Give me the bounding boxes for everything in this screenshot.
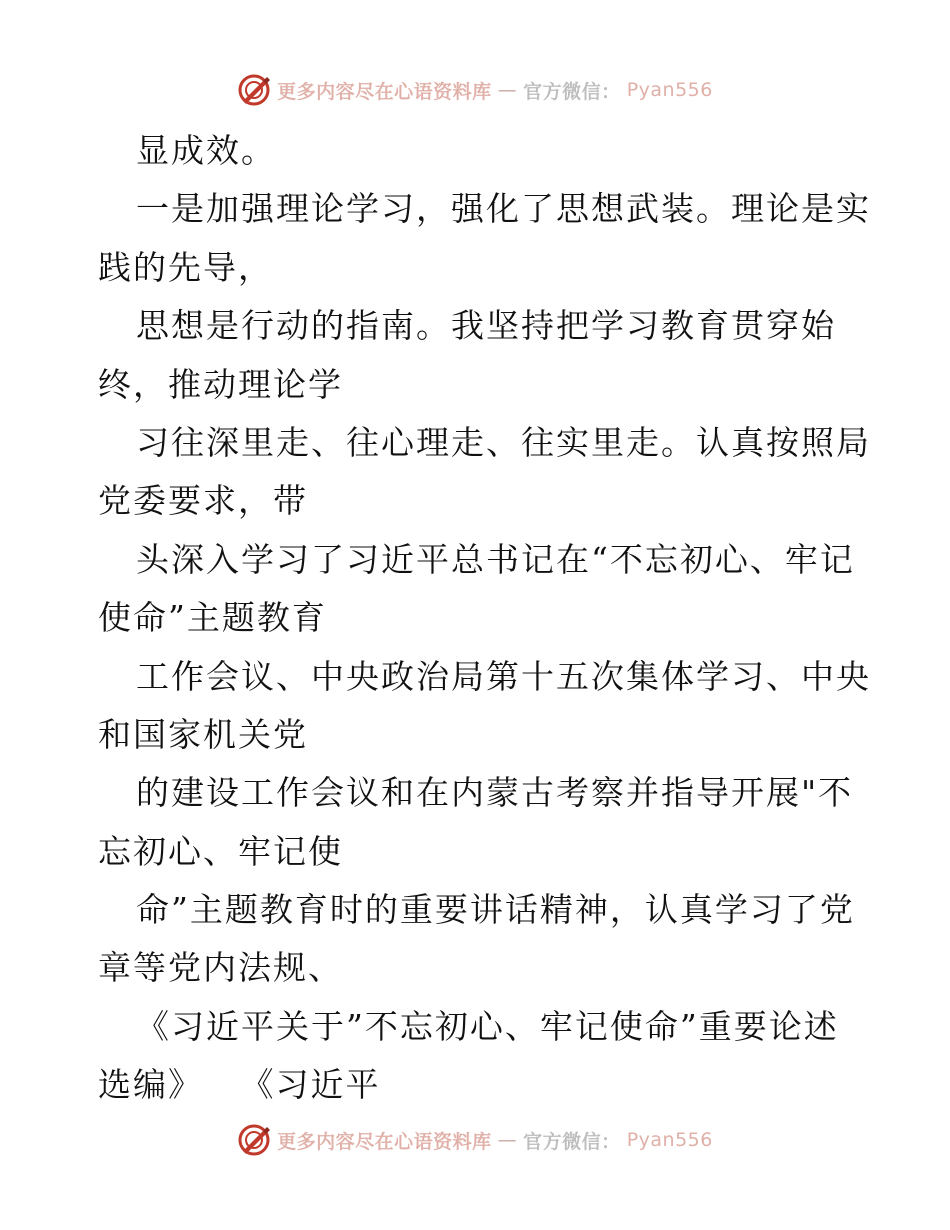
body-line: 命”主题教育时的重要讲话精神，认真学习了党 (136, 890, 855, 930)
body-line: 思想是行动的指南。我坚持把学习教育贯穿始 (136, 306, 836, 346)
body-line: 党委要求，带 (98, 481, 308, 521)
body-line: 和国家机关党 (98, 714, 308, 754)
body-line: 头深入学习了习近平总书记在“不忘初心、牢记 (136, 539, 855, 579)
body-line: 选编》 《习近平 (98, 1065, 381, 1105)
body-line: 《习近平关于”不忘初心、牢记使命”重要论述 (136, 1006, 839, 1046)
body-line: 忘初心、牢记使 (98, 831, 343, 871)
body-line: 的建设工作会议和在内蒙古考察并指导开展"不 (136, 773, 854, 813)
watermark-dash: — (497, 79, 518, 101)
watermark-wechat-id: Pyan556 (626, 79, 713, 101)
watermark-footer (0, 1120, 950, 1160)
body-line: 工作会议、中央政治局第十五次集体学习、中央 (136, 656, 871, 696)
watermark-official-label: 官方微信： (523, 80, 621, 103)
document-body (98, 122, 871, 1115)
watermark-dash: — (497, 1129, 518, 1151)
pen-seal-icon (237, 73, 271, 107)
body-line: 终，推动理论学 (98, 364, 343, 404)
watermark-header (0, 70, 950, 110)
watermark-official-label: 官方微信： (523, 1130, 621, 1153)
body-line: 显成效。 (136, 131, 276, 170)
body-line: 章等党内法规、 (98, 948, 343, 988)
watermark-brand: 更多内容尽在心语资料库 (277, 1130, 492, 1153)
body-line: 使命”主题教育 (98, 598, 327, 638)
body-line: 习往深里走、往心理走、往实里走。认真按照局 (136, 422, 871, 462)
body-line: 践的先导， (98, 247, 273, 287)
watermark-wechat-id: Pyan556 (626, 1129, 713, 1151)
body-line: 一是加强理论学习，强化了思想武装。理论是实 (136, 189, 871, 229)
pen-seal-icon (237, 1123, 271, 1157)
watermark-brand: 更多内容尽在心语资料库 (277, 80, 492, 103)
